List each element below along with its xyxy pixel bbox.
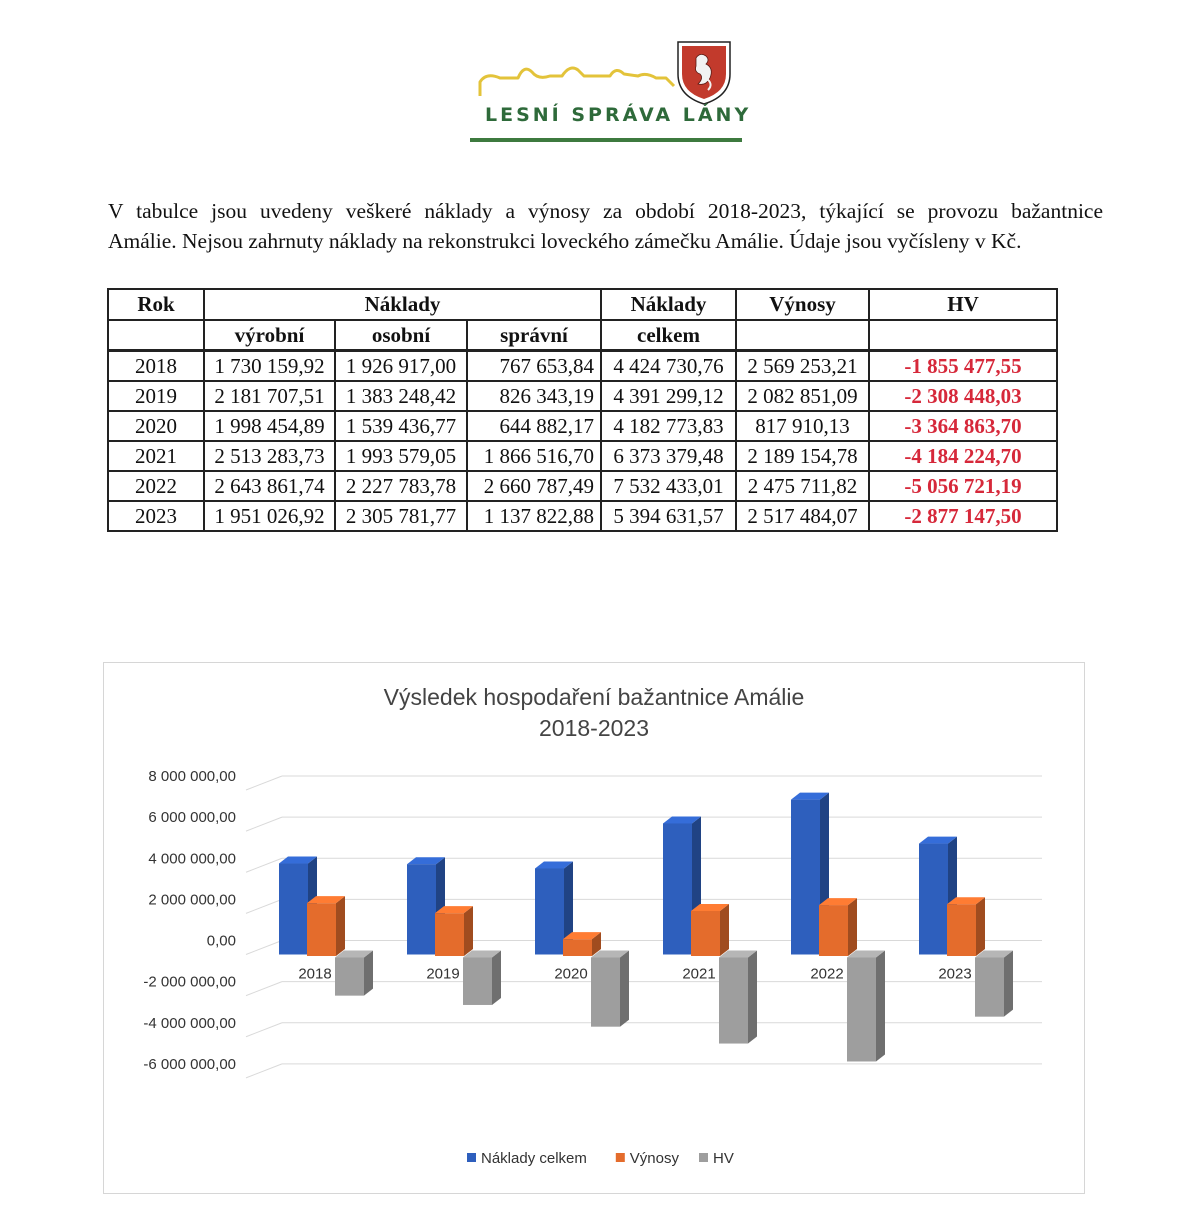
table-row	[108, 351, 1057, 382]
y-tick-label: -4 000 000,00	[143, 1014, 236, 1032]
lesni-sprava-logo	[470, 38, 750, 148]
bar	[435, 913, 464, 956]
cell-hv: -1 855 477,55	[869, 351, 1057, 382]
cell-vyrobni: 2 513 283,73	[204, 441, 335, 471]
bar	[663, 823, 692, 954]
bar-side	[848, 898, 857, 956]
y-tick-label: 2 000 000,00	[148, 891, 236, 909]
gridline-side	[246, 982, 282, 996]
chart-container	[103, 662, 1085, 1194]
bar-side	[720, 904, 729, 956]
cell-vynosy: 2 517 484,07	[736, 501, 869, 531]
gridline-side	[246, 776, 282, 790]
bar-side	[364, 951, 373, 996]
coat-of-arms-icon	[678, 42, 730, 104]
header-vynosy: Výnosy	[736, 289, 869, 320]
bar-side	[464, 906, 473, 956]
legend-swatch	[467, 1153, 476, 1162]
cell-hv: -4 184 224,70	[869, 441, 1057, 471]
gridline-side	[246, 1064, 282, 1078]
bar	[847, 958, 876, 1062]
gridline-side	[246, 941, 282, 955]
legend-swatch	[699, 1153, 708, 1162]
cell-vyrobni: 1 951 026,92	[204, 501, 335, 531]
header-spravni: správní	[467, 320, 601, 351]
cell-vyrobni: 2 181 707,51	[204, 381, 335, 411]
y-tick-label: -2 000 000,00	[143, 973, 236, 991]
table-header-row-1	[108, 289, 1057, 320]
logo-text: LESNÍ SPRÁVA LÁNY	[485, 104, 752, 126]
bar	[407, 864, 436, 954]
bar	[463, 958, 492, 1005]
cell-hv: -2 308 448,03	[869, 381, 1057, 411]
cell-spravni: 1 866 516,70	[467, 441, 601, 471]
x-tick-label: 2019	[426, 965, 460, 983]
header-rok: Rok	[108, 289, 204, 320]
bar-side	[492, 951, 501, 1005]
intro-line-1: V tabulce jsou uvedeny veškeré náklady a výnosy za období 2018-2023, týkající se provozu bažantnice	[108, 199, 1103, 223]
cell-vynosy: 2 475 711,82	[736, 471, 869, 501]
cell-osobni: 1 993 579,05	[335, 441, 467, 471]
cell-hv: -5 056 721,19	[869, 471, 1057, 501]
header-empty	[108, 320, 204, 351]
cell-vyrobni: 1 730 159,92	[204, 351, 335, 382]
header-naklady-celkem-1: Náklady	[601, 289, 736, 320]
chart-title: Výsledek hospodaření bažantnice Amálie	[383, 684, 805, 710]
bar	[563, 939, 592, 956]
gridline-side	[246, 1023, 282, 1037]
legend-label: Výnosy	[629, 1150, 680, 1167]
legend-label: Náklady celkem	[481, 1150, 587, 1167]
bar	[279, 864, 308, 955]
y-tick-label: 6 000 000,00	[148, 809, 236, 827]
bar-side	[620, 951, 629, 1027]
bar	[335, 958, 364, 996]
cell-vynosy: 817 910,13	[736, 411, 869, 441]
header-hv: HV	[869, 289, 1057, 320]
bar	[819, 905, 848, 956]
cell-osobni: 1 539 436,77	[335, 411, 467, 441]
cell-rok: 2019	[108, 381, 204, 411]
bar	[975, 958, 1004, 1017]
cell-vynosy: 2 082 851,09	[736, 381, 869, 411]
bar	[591, 958, 620, 1027]
cell-rok: 2020	[108, 411, 204, 441]
cell-vynosy: 2 189 154,78	[736, 441, 869, 471]
cell-osobni: 2 227 783,78	[335, 471, 467, 501]
cell-rok: 2021	[108, 441, 204, 471]
bar-side	[976, 897, 985, 956]
bar	[719, 958, 748, 1044]
bar-side	[876, 951, 885, 1062]
bar-side	[1004, 951, 1013, 1017]
cell-spravni: 826 343,19	[467, 381, 601, 411]
cell-rok: 2023	[108, 501, 204, 531]
x-tick-label: 2018	[298, 965, 332, 983]
table-header-row-2	[108, 320, 1057, 351]
gridline-side	[246, 899, 282, 913]
cell-celkem: 7 532 433,01	[601, 471, 736, 501]
castle-outline-icon	[480, 68, 674, 96]
x-tick-label: 2021	[682, 965, 716, 983]
cell-spravni: 2 660 787,49	[467, 471, 601, 501]
cell-vynosy: 2 569 253,21	[736, 351, 869, 382]
cell-spravni: 767 653,84	[467, 351, 601, 382]
cell-hv: -2 877 147,50	[869, 501, 1057, 531]
header-naklady-celkem-2: celkem	[601, 320, 736, 351]
bar	[947, 904, 976, 956]
gridline-side	[246, 858, 282, 872]
cell-vyrobni: 2 643 861,74	[204, 471, 335, 501]
bar	[791, 800, 820, 955]
cell-celkem: 4 182 773,83	[601, 411, 736, 441]
bar	[919, 844, 948, 955]
header-naklady: Náklady	[204, 289, 601, 320]
chart-subtitle: 2018-2023	[539, 715, 649, 741]
header-empty	[736, 320, 869, 351]
gridline-side	[246, 817, 282, 831]
y-tick-label: -6 000 000,00	[143, 1055, 236, 1073]
table-row	[108, 411, 1057, 441]
header-vyrobni: výrobní	[204, 320, 335, 351]
bar	[691, 911, 720, 956]
header-empty	[869, 320, 1057, 351]
y-tick-label: 8 000 000,00	[148, 768, 236, 785]
header-osobni: osobní	[335, 320, 467, 351]
cell-rok: 2018	[108, 351, 204, 382]
legend-label: HV	[713, 1150, 734, 1167]
cost-table	[107, 288, 1058, 532]
table-row	[108, 381, 1057, 411]
x-tick-label: 2020	[554, 965, 588, 983]
logo-underline	[470, 138, 742, 142]
hv-bar-chart	[104, 663, 1084, 1193]
cell-rok: 2022	[108, 471, 204, 501]
cell-celkem: 4 424 730,76	[601, 351, 736, 382]
cell-hv: -3 364 863,70	[869, 411, 1057, 441]
table-row	[108, 471, 1057, 501]
cell-vyrobni: 1 998 454,89	[204, 411, 335, 441]
cell-osobni: 1 383 248,42	[335, 381, 467, 411]
bar	[535, 868, 564, 954]
legend-swatch	[616, 1153, 625, 1162]
cell-celkem: 4 391 299,12	[601, 381, 736, 411]
bar-side	[748, 951, 757, 1044]
y-tick-label: 0,00	[206, 932, 236, 950]
intro-line-2: Amálie. Nejsou zahrnuty náklady na rekonstrukci loveckého zámečku Amálie. Údaje jsou vyčísleny v Kč.	[108, 229, 1022, 253]
table-row	[108, 441, 1057, 471]
cell-celkem: 5 394 631,57	[601, 501, 736, 531]
bar-side	[336, 896, 345, 956]
x-tick-label: 2022	[810, 965, 844, 983]
cell-celkem: 6 373 379,48	[601, 441, 736, 471]
y-tick-label: 4 000 000,00	[148, 850, 236, 868]
intro-paragraph	[108, 196, 1103, 256]
x-tick-label: 2023	[938, 965, 972, 983]
cell-osobni: 1 926 917,00	[335, 351, 467, 382]
cell-spravni: 644 882,17	[467, 411, 601, 441]
bar	[307, 903, 336, 956]
table-row	[108, 501, 1057, 531]
cell-osobni: 2 305 781,77	[335, 501, 467, 531]
cell-spravni: 1 137 822,88	[467, 501, 601, 531]
